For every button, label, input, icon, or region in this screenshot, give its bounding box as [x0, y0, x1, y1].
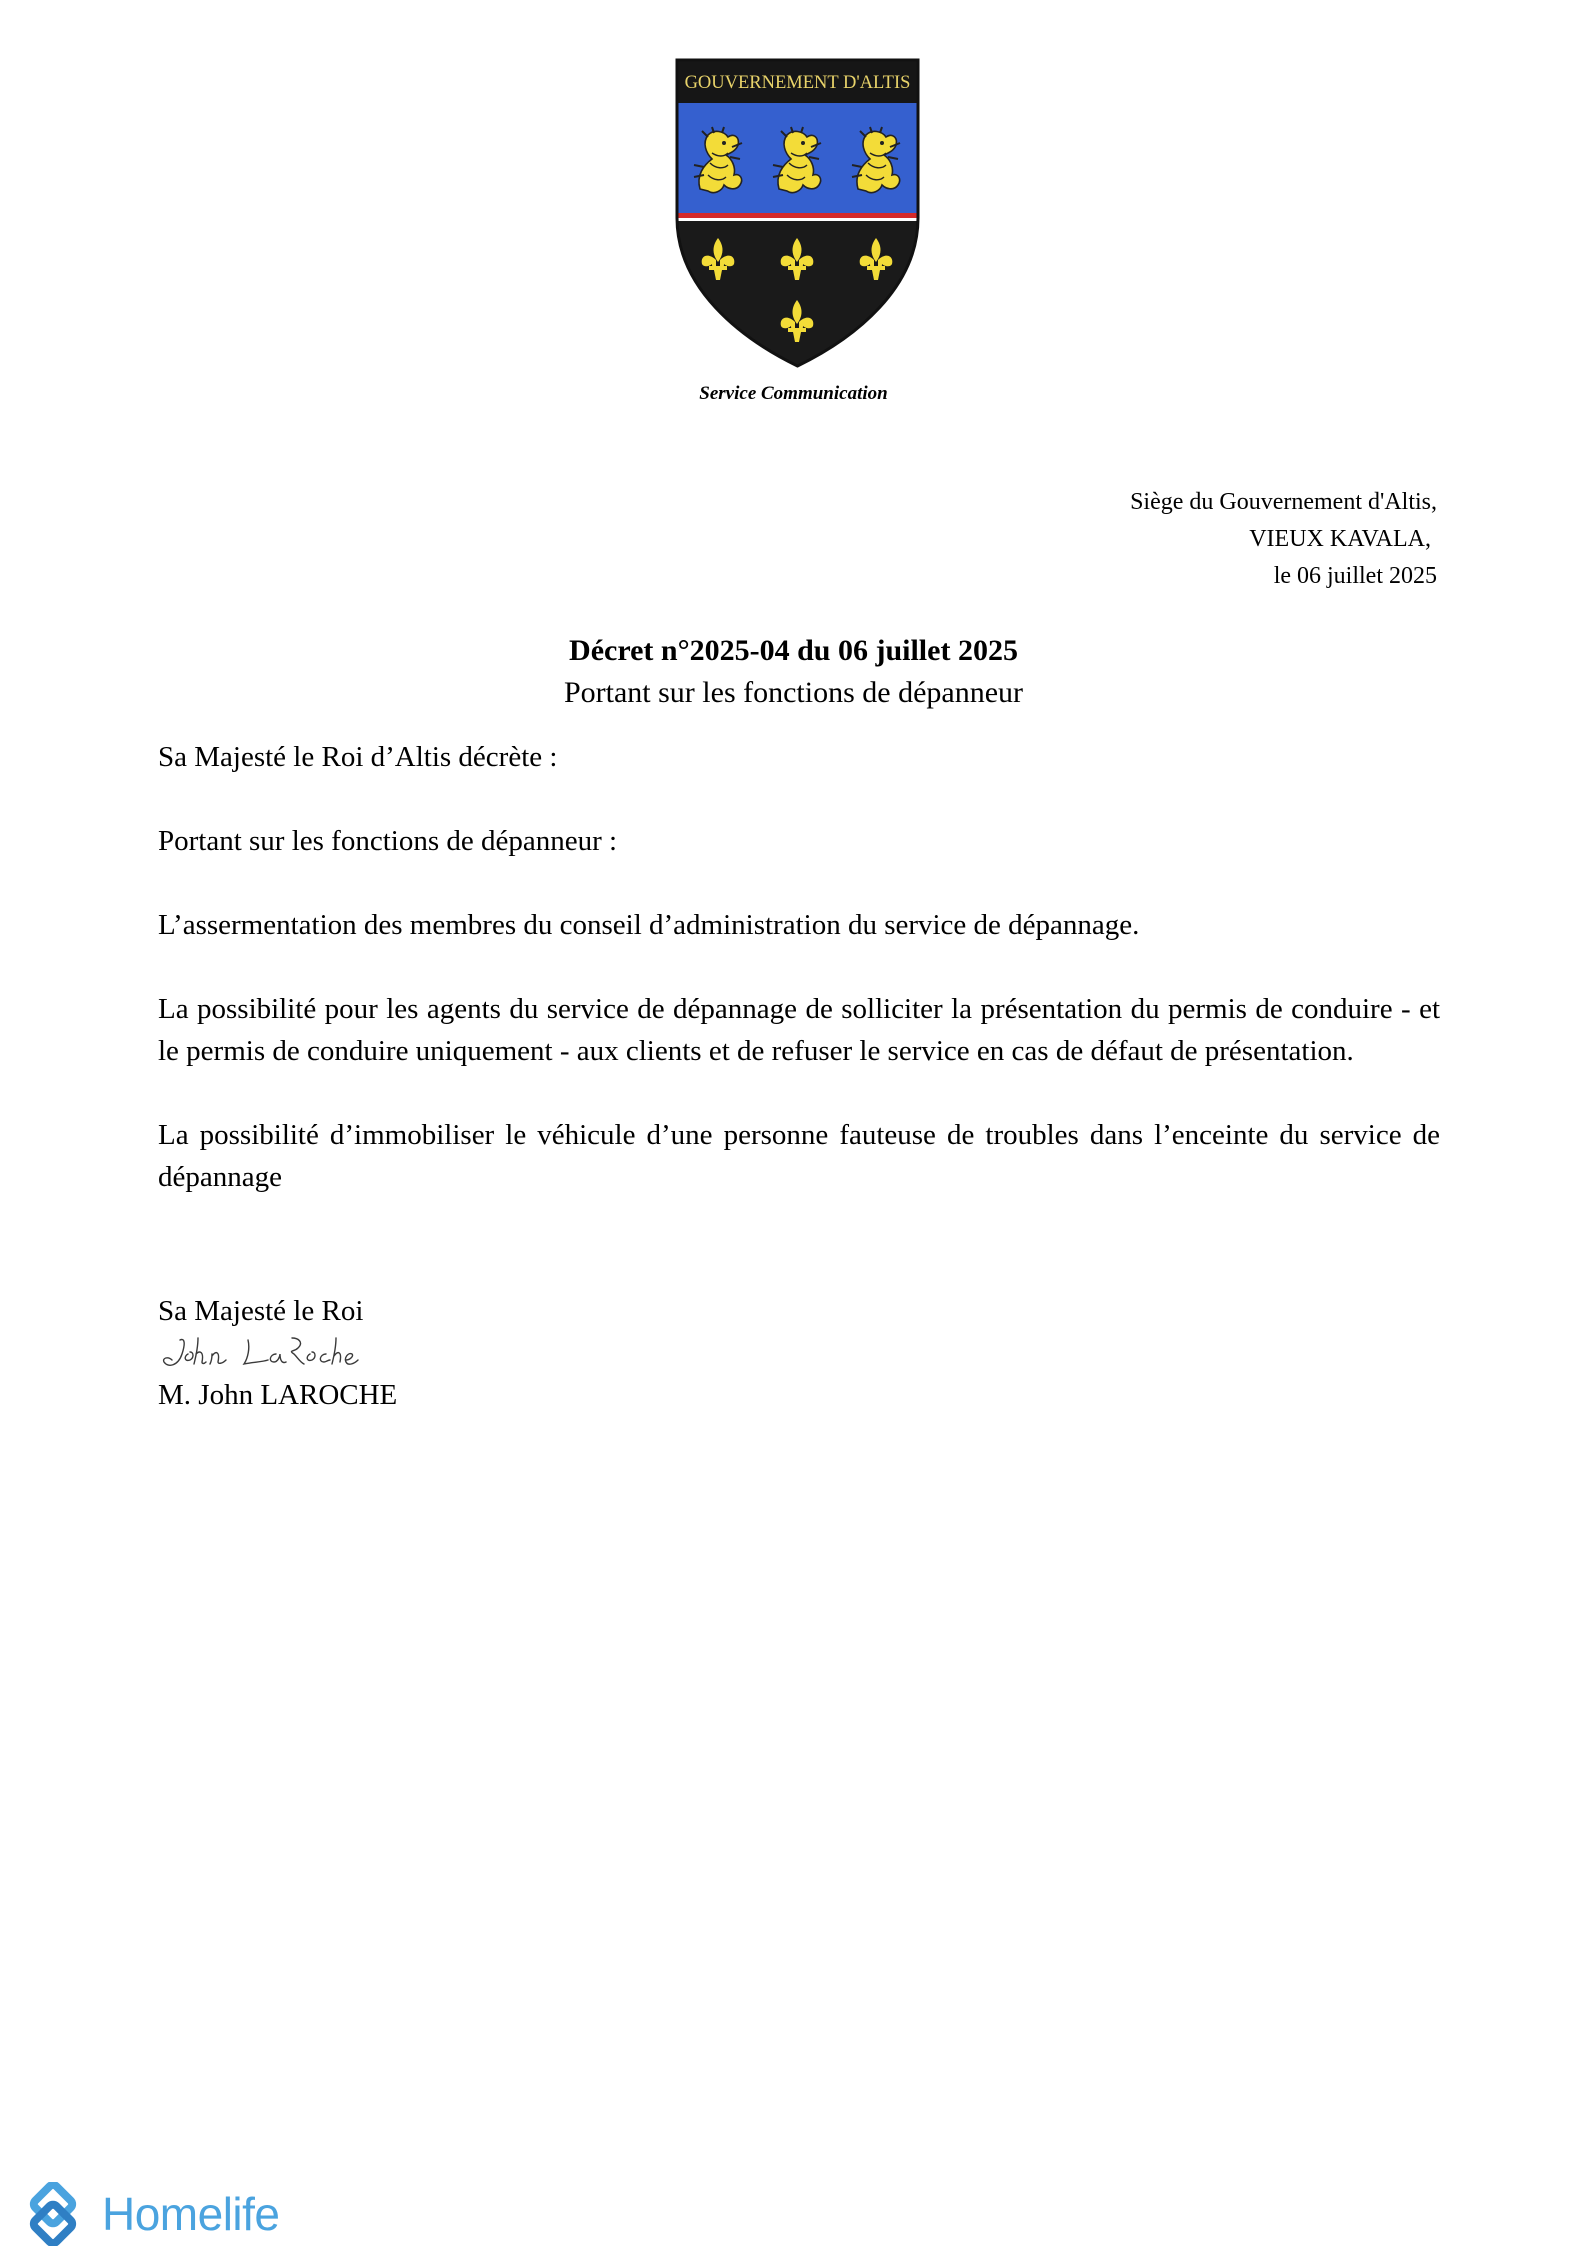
paragraph-subject: Portant sur les fonctions de dépanneur :	[158, 825, 618, 857]
homelife-brand-text: Homelife	[102, 2188, 280, 2240]
location-line-date: le 06 juillet 2025	[1273, 563, 1437, 589]
paragraph-preamble: Sa Majesté le Roi d’Altis décrète :	[158, 741, 558, 773]
coat-of-arms	[675, 58, 920, 368]
decree-subtitle: Portant sur les fonctions de dépanneur	[563, 676, 1024, 709]
paragraph-article-3: La possibilité d’immobiliser le véhicule d’une personne fauteuse de troubles dans l’enceinte du service de dépannage	[158, 1119, 1440, 1193]
signature-block	[158, 1290, 397, 1416]
location-block	[1130, 484, 1437, 595]
decree-title: Décret n°2025-04 du 06 juillet 2025	[569, 634, 1018, 667]
handwritten-signature	[158, 1332, 397, 1374]
paragraph-article-2: La possibilité pour les agents du service de dépannage de solliciter la présentation du permis de conduire - et le permis de conduire uniquement - aux clients et de refuser le service en cas de défaut de présentation.	[158, 993, 1440, 1067]
homelife-watermark	[8, 2182, 280, 2246]
decree-body	[158, 736, 1440, 1240]
location-line-seat: Siège du Gouvernement d'Altis,	[1130, 489, 1437, 515]
service-label: Service Communication	[699, 383, 888, 404]
paragraph-article-1: L’assermentation des membres du conseil d’administration du service de dépannage.	[158, 909, 1140, 941]
location-line-city: VIEUX KAVALA,	[1249, 526, 1437, 552]
signatory-title: Sa Majesté le Roi	[158, 1295, 364, 1327]
crest-banner-text: GOUVERNEMENT D'ALTIS	[684, 73, 911, 93]
signatory-name: M. John LAROCHE	[158, 1379, 398, 1411]
homelife-logo-icon	[8, 2182, 98, 2246]
